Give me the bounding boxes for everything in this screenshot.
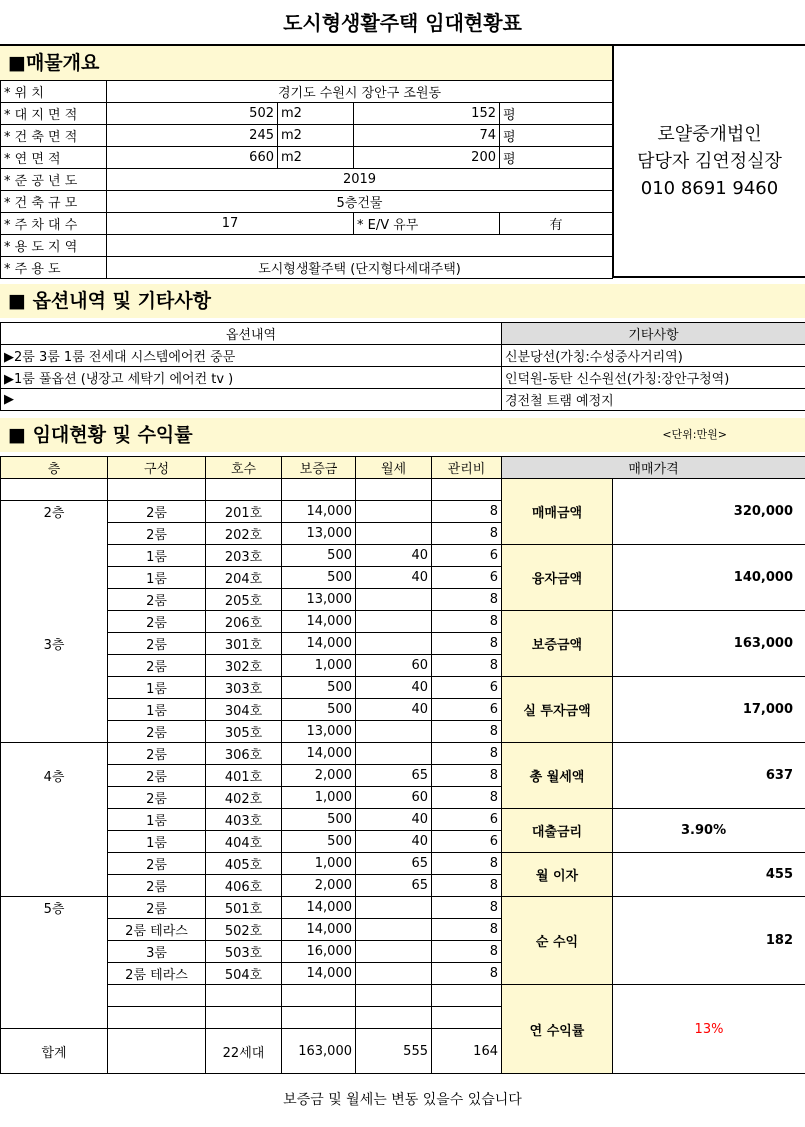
summary-label: 순 수익 (502, 897, 613, 985)
floor-label: * 연 면 적 (1, 147, 107, 169)
rent-cell: 8 (432, 633, 502, 655)
rent-cell (1, 743, 108, 765)
rent-cell: 2룸 테라스 (108, 919, 206, 941)
total-cell: 163,000 (282, 1029, 356, 1074)
floor-unit-m2: m2 (278, 147, 354, 169)
rent-cell: 13,000 (282, 523, 356, 545)
table-row (1, 103, 613, 125)
rent-cell: 303호 (206, 677, 282, 699)
section-rent-label: ■ 임대현황 및 수익률 (0, 424, 193, 446)
option-item: ▶ (1, 389, 502, 411)
rent-cell: 8 (432, 655, 502, 677)
rent-cell (1, 809, 108, 831)
summary-value: 182 (613, 897, 805, 985)
rent-cell: 501호 (206, 897, 282, 919)
rent-cell: 8 (432, 941, 502, 963)
rent-cell (1, 941, 108, 963)
rent-cell: 2층 (1, 501, 108, 523)
rent-cell: 500 (282, 831, 356, 853)
rent-cell: 8 (432, 787, 502, 809)
rent-cell (1, 699, 108, 721)
column-header: 층 (1, 457, 108, 479)
rent-cell: 405호 (206, 853, 282, 875)
rent-cell (1, 919, 108, 941)
location-label: * 위 치 (1, 81, 107, 103)
rent-cell (356, 721, 432, 743)
table-row (1, 81, 613, 103)
column-header: 호수 (206, 457, 282, 479)
option-item: ▶1룸 풀옵션 (냉장고 세탁기 에어컨 tv ) (1, 367, 502, 389)
rent-cell: 206호 (206, 611, 282, 633)
page-title: 도시형생활주택 임대현황표 (0, 0, 805, 46)
rent-cell: 204호 (206, 567, 282, 589)
options-header: 옵션내역 (1, 323, 502, 345)
bldg-label: * 건 축 면 적 (1, 125, 107, 147)
rent-cell (282, 985, 356, 1007)
summary-label: 월 이자 (502, 853, 613, 897)
table-row (1, 147, 613, 169)
rent-cell (356, 897, 432, 919)
zone-value (107, 235, 613, 257)
rent-cell: 60 (356, 787, 432, 809)
rent-cell (356, 611, 432, 633)
rent-cell (432, 479, 502, 501)
summary-value: 163,000 (613, 611, 805, 677)
etc-item: 인덕원-동탄 신수원선(가칭:장안구청역) (502, 367, 805, 389)
rent-table (0, 456, 805, 1074)
etc-item: 경전철 트램 예정지 (502, 389, 805, 411)
column-header: 관리비 (432, 457, 502, 479)
table-row (1, 677, 805, 699)
floor-m2: 660 (107, 147, 278, 169)
rent-cell: 202호 (206, 523, 282, 545)
rent-cell (1, 479, 108, 501)
options-table (0, 322, 805, 411)
rent-cell: 500 (282, 809, 356, 831)
rent-cell: 302호 (206, 655, 282, 677)
table-row (1, 125, 613, 147)
rent-cell: 13,000 (282, 589, 356, 611)
use-value: 도시형생활주택 (단지형다세대주택) (107, 257, 613, 279)
rent-cell (1, 1007, 108, 1029)
rent-cell: 1,000 (282, 655, 356, 677)
rent-cell (1, 589, 108, 611)
land-unit-py: 평 (500, 103, 613, 125)
column-header: 월세 (356, 457, 432, 479)
parking-label: * 주 차 대 수 (1, 213, 107, 235)
rent-cell: 8 (432, 721, 502, 743)
rent-cell: 14,000 (282, 611, 356, 633)
rent-cell: 6 (432, 567, 502, 589)
rent-cell: 503호 (206, 941, 282, 963)
rent-cell: 502호 (206, 919, 282, 941)
bldg-unit-py: 평 (500, 125, 613, 147)
rent-cell: 305호 (206, 721, 282, 743)
use-label: * 주 용 도 (1, 257, 107, 279)
table-row (1, 345, 805, 367)
rent-cell: 2룸 (108, 721, 206, 743)
table-row (1, 257, 613, 279)
zone-label: * 용 도 지 역 (1, 235, 107, 257)
rent-cell: 14,000 (282, 919, 356, 941)
rent-cell (1, 853, 108, 875)
summary-value: 320,000 (613, 479, 805, 545)
rent-cell (1, 677, 108, 699)
land-unit-m2: m2 (278, 103, 354, 125)
rent-cell: 1,000 (282, 853, 356, 875)
rent-cell: 401호 (206, 765, 282, 787)
rent-cell (1, 831, 108, 853)
rent-cell: 1룸 (108, 567, 206, 589)
rent-cell: 406호 (206, 875, 282, 897)
bldg-unit-m2: m2 (278, 125, 354, 147)
rent-cell: 8 (432, 523, 502, 545)
footer-note: 보증금 및 월세는 변동 있을수 있습니다 (0, 1073, 805, 1127)
summary-value: 140,000 (613, 545, 805, 611)
floor-unit-py: 평 (500, 147, 613, 169)
land-m2: 502 (107, 103, 278, 125)
ev-value: 有 (500, 213, 613, 235)
rent-cell: 306호 (206, 743, 282, 765)
rent-cell (282, 479, 356, 501)
total-cell: 22세대 (206, 1029, 282, 1074)
rent-cell: 304호 (206, 699, 282, 721)
rent-cell (282, 1007, 356, 1029)
rent-cell: 1룸 (108, 809, 206, 831)
floor-py: 200 (354, 147, 500, 169)
rent-cell: 2룸 (108, 853, 206, 875)
column-header: 매매가격 (502, 457, 805, 479)
rent-cell: 201호 (206, 501, 282, 523)
rent-cell (356, 919, 432, 941)
rent-cell: 2룸 (108, 897, 206, 919)
rent-cell: 8 (432, 853, 502, 875)
rent-cell: 2,000 (282, 765, 356, 787)
rent-cell: 40 (356, 831, 432, 853)
rent-cell: 8 (432, 919, 502, 941)
rent-cell (1, 523, 108, 545)
table-row (1, 213, 613, 235)
rent-cell (356, 1007, 432, 1029)
rent-cell: 402호 (206, 787, 282, 809)
table-row (1, 323, 805, 345)
location-value: 경기도 수원시 장안구 조원동 (107, 81, 613, 103)
rent-cell: 2룸 (108, 633, 206, 655)
rent-cell: 1룸 (108, 699, 206, 721)
rent-cell (356, 479, 432, 501)
etc-item: 신분당선(가칭:수성중사거리역) (502, 345, 805, 367)
rent-cell (1, 721, 108, 743)
rent-cell: 8 (432, 963, 502, 985)
rent-cell: 6 (432, 677, 502, 699)
rent-cell: 1룸 (108, 677, 206, 699)
bldg-m2: 245 (107, 125, 278, 147)
rent-cell: 2룸 테라스 (108, 963, 206, 985)
rent-cell: 14,000 (282, 501, 356, 523)
rent-cell: 2룸 (108, 611, 206, 633)
rent-cell: 1,000 (282, 787, 356, 809)
summary-label: 보증금액 (502, 611, 613, 677)
rent-cell: 5층 (1, 897, 108, 919)
ev-label: * E/V 유무 (354, 213, 500, 235)
rent-cell: 504호 (206, 963, 282, 985)
table-row (1, 985, 805, 1007)
rent-cell: 404호 (206, 831, 282, 853)
rent-cell (1, 611, 108, 633)
table-row (1, 191, 613, 213)
rent-cell: 14,000 (282, 743, 356, 765)
rent-cell: 8 (432, 743, 502, 765)
summary-label: 융자금액 (502, 545, 613, 611)
column-header: 구성 (108, 457, 206, 479)
section-options (0, 284, 805, 318)
rent-cell (108, 1007, 206, 1029)
rent-cell: 8 (432, 765, 502, 787)
rent-cell: 8 (432, 611, 502, 633)
rent-cell: 2룸 (108, 875, 206, 897)
table-row (1, 809, 805, 831)
total-cell (108, 1029, 206, 1074)
table-row (1, 479, 805, 501)
rent-cell: 14,000 (282, 897, 356, 919)
rent-cell: 301호 (206, 633, 282, 655)
rent-cell: 14,000 (282, 633, 356, 655)
rent-cell: 6 (432, 831, 502, 853)
rent-cell: 40 (356, 699, 432, 721)
summary-value: 3.90% (613, 809, 805, 853)
rent-cell: 8 (432, 875, 502, 897)
rent-cell: 2룸 (108, 743, 206, 765)
rent-cell (432, 985, 502, 1007)
rent-cell (1, 787, 108, 809)
column-header: 보증금 (282, 457, 356, 479)
rent-cell: 40 (356, 809, 432, 831)
rent-cell: 6 (432, 809, 502, 831)
rent-header-row (1, 457, 805, 479)
parking-value: 17 (107, 213, 354, 235)
section-overview-label: ■매물개요 (0, 52, 99, 74)
total-cell: 555 (356, 1029, 432, 1074)
section-overview (0, 46, 612, 80)
section-options-label: ■ 옵션내역 및 기타사항 (0, 290, 211, 312)
rent-cell (356, 589, 432, 611)
rent-cell: 8 (432, 589, 502, 611)
rent-cell: 65 (356, 853, 432, 875)
rent-cell: 65 (356, 765, 432, 787)
total-cell: 164 (432, 1029, 502, 1074)
rent-cell: 40 (356, 545, 432, 567)
rent-cell: 40 (356, 677, 432, 699)
rent-cell: 1룸 (108, 831, 206, 853)
rent-cell: 65 (356, 875, 432, 897)
rent-cell: 2룸 (108, 787, 206, 809)
section-rent (0, 418, 805, 452)
rent-cell (1, 963, 108, 985)
summary-value: 637 (613, 743, 805, 809)
rent-cell (356, 985, 432, 1007)
summary-label: 총 월세액 (502, 743, 613, 809)
rent-cell: 13,000 (282, 721, 356, 743)
rent-cell: 6 (432, 699, 502, 721)
rent-cell: 500 (282, 545, 356, 567)
rent-cell: 14,000 (282, 963, 356, 985)
summary-value: 13% (613, 985, 805, 1074)
summary-value: 455 (613, 853, 805, 897)
rent-cell: 500 (282, 699, 356, 721)
rent-cell (1, 567, 108, 589)
rent-cell (432, 1007, 502, 1029)
agent-company: 로얄중개법인 (657, 121, 761, 148)
rent-cell (356, 743, 432, 765)
unit-label: <단위:만원> (654, 418, 727, 452)
rent-cell: 40 (356, 567, 432, 589)
land-label: * 대 지 면 적 (1, 103, 107, 125)
table-row (1, 235, 613, 257)
rent-cell: 2룸 (108, 765, 206, 787)
rent-cell: 6 (432, 545, 502, 567)
total-cell: 합계 (1, 1029, 108, 1074)
option-item: ▶2룸 3룸 1룸 전세대 시스템에어컨 중문 (1, 345, 502, 367)
rent-cell (356, 963, 432, 985)
year-label: * 준 공 년 도 (1, 169, 107, 191)
rent-cell: 8 (432, 897, 502, 919)
rent-cell: 1룸 (108, 545, 206, 567)
rent-cell (206, 985, 282, 1007)
rent-cell (108, 985, 206, 1007)
rent-cell: 2룸 (108, 655, 206, 677)
scale-label: * 건 축 규 모 (1, 191, 107, 213)
bldg-py: 74 (354, 125, 500, 147)
rent-cell (108, 479, 206, 501)
rent-cell: 403호 (206, 809, 282, 831)
rent-cell (1, 545, 108, 567)
rent-cell: 16,000 (282, 941, 356, 963)
table-row (1, 743, 805, 765)
summary-label: 연 수익률 (502, 985, 613, 1074)
agent-info (612, 46, 805, 278)
rent-cell: 2룸 (108, 523, 206, 545)
rent-cell (1, 875, 108, 897)
rent-cell (1, 985, 108, 1007)
rent-cell: 2룸 (108, 589, 206, 611)
land-py: 152 (354, 103, 500, 125)
agent-phone: 010 8691 9460 (641, 175, 778, 202)
rent-cell (356, 941, 432, 963)
rent-cell: 205호 (206, 589, 282, 611)
etc-header: 기타사항 (502, 323, 805, 345)
table-row (1, 169, 613, 191)
overview-table (0, 80, 613, 279)
table-row (1, 897, 805, 919)
rent-cell: 203호 (206, 545, 282, 567)
rent-cell (356, 501, 432, 523)
rent-cell: 60 (356, 655, 432, 677)
table-row (1, 611, 805, 633)
rent-cell: 3층 (1, 633, 108, 655)
year-value: 2019 (107, 169, 613, 191)
rent-cell (206, 479, 282, 501)
rent-cell: 4층 (1, 765, 108, 787)
table-row (1, 853, 805, 875)
rent-cell: 2,000 (282, 875, 356, 897)
table-row (1, 367, 805, 389)
summary-label: 매매금액 (502, 479, 613, 545)
summary-label: 실 투자금액 (502, 677, 613, 743)
rent-cell (356, 523, 432, 545)
rent-cell (206, 1007, 282, 1029)
scale-value: 5층건물 (107, 191, 613, 213)
summary-label: 대출금리 (502, 809, 613, 853)
rent-cell: 2룸 (108, 501, 206, 523)
summary-value: 17,000 (613, 677, 805, 743)
agent-manager: 담당자 김연정실장 (637, 148, 782, 175)
table-row (1, 389, 805, 411)
rent-cell: 8 (432, 501, 502, 523)
rent-cell (1, 655, 108, 677)
rent-cell: 500 (282, 567, 356, 589)
rent-cell: 500 (282, 677, 356, 699)
rent-cell (356, 633, 432, 655)
rent-cell: 3룸 (108, 941, 206, 963)
table-row (1, 545, 805, 567)
